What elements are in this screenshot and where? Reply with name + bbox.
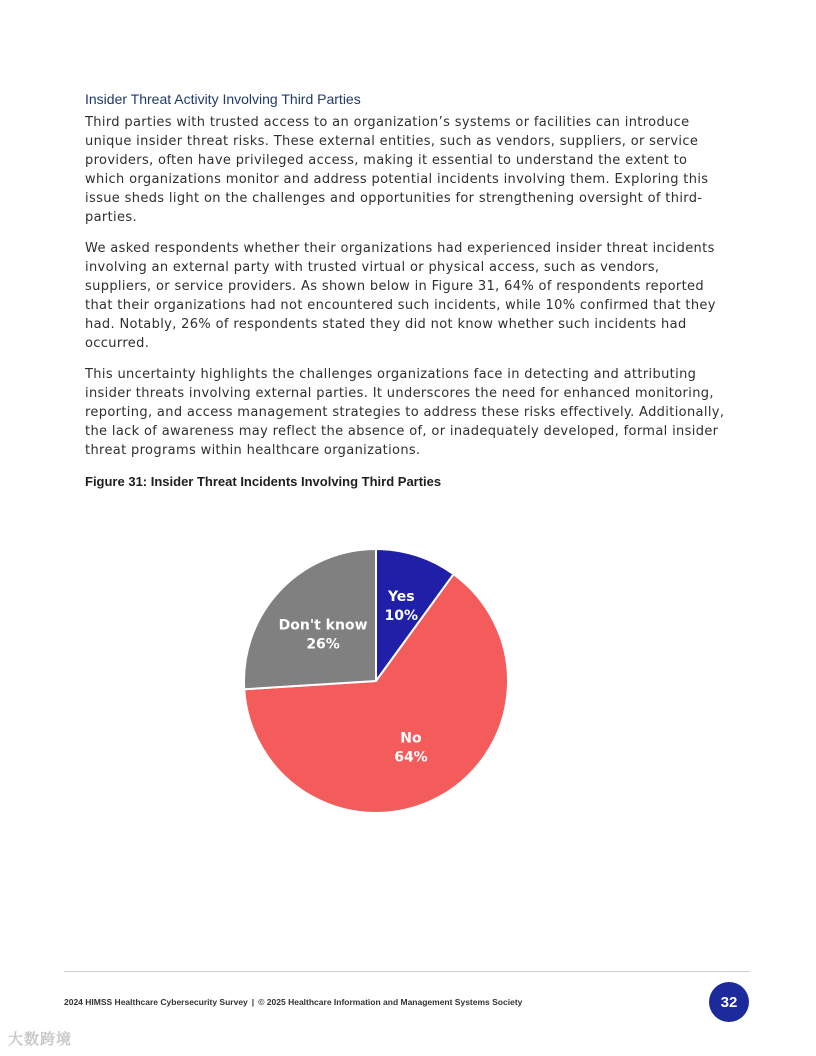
pie-chart — [200, 530, 560, 830]
section-heading: Insider Threat Activity Involving Third Parties — [85, 91, 361, 107]
pie-value-don-t-know: 26% — [306, 636, 340, 653]
body-paragraph-3: This uncertainty highlights the challenges organizations face in detecting and attributing insider threats involving external parties. It underscores the need for enhanced monitoring, reporting, and access management strategies to address these risks effectively. Additionally, the lack of awareness may reflect the absence of, or inadequately developed, formal insider threat programs within healthcare organizations. — [85, 367, 725, 458]
page-number-badge: 32 — [709, 982, 749, 1022]
footer-divider — [64, 971, 750, 972]
footer-copyright: © 2025 Healthcare Information and Management Systems Society — [258, 997, 523, 1007]
pie-label-don-t-know: Don't know — [278, 617, 368, 634]
pie-value-no: 64% — [394, 749, 428, 766]
body-paragraph-1: Third parties with trusted access to an organization’s systems or facilities can introduce unique insider threat risks. These external entities, such as vendors, suppliers, or service providers, often have privileged access, making it essential to understand the extent to which organizations monitor and address potential incidents involving them. Exploring this issue sheds light on the challenges and opportunities for strengthening oversight of third-parties. — [85, 115, 709, 225]
pie-label-yes: Yes — [387, 589, 415, 606]
pie-label-no: No — [400, 730, 422, 747]
body-paragraph-2: We asked respondents whether their organizations had experienced insider threat incidents involving an external party with trusted virtual or physical access, such as vendors, suppliers, or service providers. As shown below in Figure 31, 64% of respondents reported that their organizations had not encountered such incidents, while 10% confirmed that they had. Notably, 26% of respondents stated they did not know whether such incidents had occurred. — [85, 241, 716, 351]
footer-separator: | — [251, 997, 255, 1007]
footer-text — [64, 997, 522, 1007]
pie-value-yes: 10% — [384, 608, 419, 625]
figure-caption: Figure 31: Insider Threat Incidents Involving Third Parties — [85, 474, 442, 489]
watermark: 大数跨境 — [8, 1030, 73, 1048]
footer-survey-title: 2024 HIMSS Healthcare Cybersecurity Survey — [64, 997, 248, 1007]
